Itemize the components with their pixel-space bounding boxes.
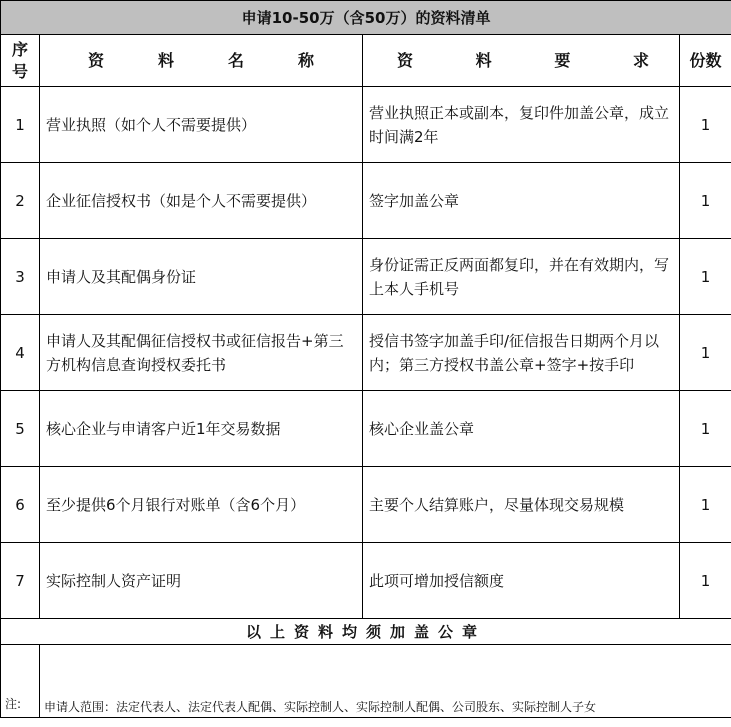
material-quantity: 1 xyxy=(680,163,731,239)
note-label: 注: xyxy=(1,645,40,718)
table-title: 申请10-50万（含50万）的资料清单 xyxy=(1,1,731,35)
material-name: 实际控制人资产证明 xyxy=(40,543,363,619)
row-number: 4 xyxy=(1,315,40,391)
material-requirement: 此项可增加授信额度 xyxy=(363,543,680,619)
header-seq: 序号 xyxy=(1,35,40,87)
material-name: 申请人及其配偶征信授权书或征信报告+第三方机构信息查询授权委托书 xyxy=(40,315,363,391)
table-row xyxy=(1,543,731,619)
material-name: 营业执照（如个人不需要提供） xyxy=(40,87,363,163)
row-number: 7 xyxy=(1,543,40,619)
row-number: 2 xyxy=(1,163,40,239)
footer-row xyxy=(1,619,731,645)
row-number: 6 xyxy=(1,467,40,543)
material-name: 核心企业与申请客户近1年交易数据 xyxy=(40,391,363,467)
header-quantity: 份数 xyxy=(680,35,731,87)
material-quantity: 1 xyxy=(680,391,731,467)
material-quantity: 1 xyxy=(680,239,731,315)
table-row xyxy=(1,87,731,163)
material-quantity: 1 xyxy=(680,543,731,619)
table-row xyxy=(1,391,731,467)
table-row xyxy=(1,239,731,315)
note-text: 申请人范围：法定代表人、法定代表人配偶、实际控制人、实际控制人配偶、公司股东、实际控制人子女 xyxy=(40,645,731,718)
material-requirement: 签字加盖公章 xyxy=(363,163,680,239)
table-row xyxy=(1,315,731,391)
header-requirement: 资 料 要 求 xyxy=(363,35,680,87)
material-quantity: 1 xyxy=(680,315,731,391)
row-number: 1 xyxy=(1,87,40,163)
note-row xyxy=(1,645,731,718)
material-requirement: 身份证需正反两面都复印，并在有效期内，写上本人手机号 xyxy=(363,239,680,315)
header-row xyxy=(1,35,731,87)
material-name: 企业征信授权书（如是个人不需要提供） xyxy=(40,163,363,239)
table-row xyxy=(1,467,731,543)
title-row xyxy=(1,1,731,35)
table-row xyxy=(1,163,731,239)
material-requirement: 授信书签字加盖手印/征信报告日期两个月以内；第三方授权书盖公章+签字+按手印 xyxy=(363,315,680,391)
row-number: 3 xyxy=(1,239,40,315)
header-name: 资 料 名 称 xyxy=(40,35,363,87)
stamp-requirement-note: 以上资料均须加盖公章 xyxy=(1,619,731,645)
material-requirement: 核心企业盖公章 xyxy=(363,391,680,467)
material-quantity: 1 xyxy=(680,467,731,543)
row-number: 5 xyxy=(1,391,40,467)
material-quantity: 1 xyxy=(680,87,731,163)
material-name: 至少提供6个月银行对账单（含6个月） xyxy=(40,467,363,543)
material-requirement: 营业执照正本或副本，复印件加盖公章，成立时间满2年 xyxy=(363,87,680,163)
material-name: 申请人及其配偶身份证 xyxy=(40,239,363,315)
material-requirement: 主要个人结算账户，尽量体现交易规模 xyxy=(363,467,680,543)
